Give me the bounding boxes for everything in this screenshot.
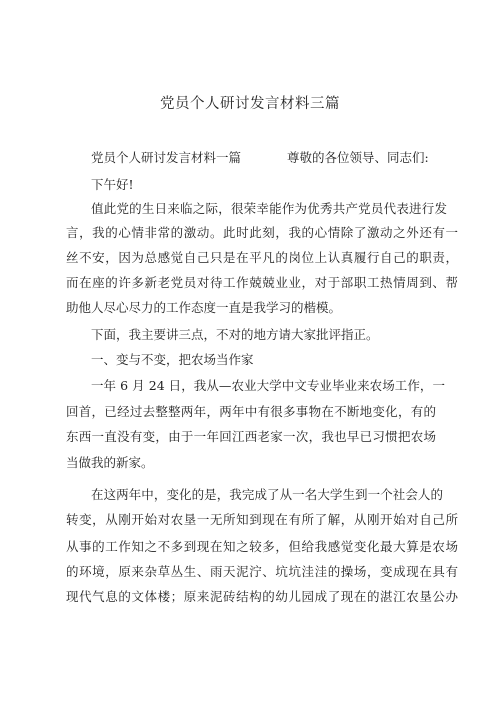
paragraph-line: 回首，已经过去整整两年，两年中有很多事物在不断地变化，有的 xyxy=(66,404,436,419)
salutation: 尊敬的各位领导、同志们: xyxy=(287,150,429,165)
heading-line xyxy=(91,150,429,166)
paragraph-line: 现代气息的文体楼；原来泥砖结构的幼儿园成了现在的湛江农垦公办 xyxy=(66,589,458,604)
paragraph-line: 丝不安，因为总感觉自己只是在平凡的岗位上认真履行自己的职责， xyxy=(66,250,458,265)
section-heading: 一、变与不变，把农场当作家 xyxy=(91,352,254,367)
article-subtitle: 党员个人研讨发言材料一篇 xyxy=(91,150,242,165)
paragraph-line: 而在座的许多新老党员对待工作兢兢业业，对于部职工热情周到、帮 xyxy=(66,275,458,290)
paragraph-line: 当做我的新家。 xyxy=(66,455,154,470)
paragraph-line: 言，我的心情非常的激动。此时此刻，我的心情除了激动之外还有一 xyxy=(66,225,458,240)
paragraph-line: 的环境，原来杂草丛生、雨天泥泞、坑坑洼洼的操场，变成现在具有 xyxy=(66,564,458,579)
paragraph-line: 下面，我主要讲三点，不对的地方请大家批评指正。 xyxy=(91,327,379,342)
paragraph-line: 转变，从刚开始对农垦一无所知到现在有所了解，从刚开始对自己所 xyxy=(66,512,458,527)
paragraph-line: 一年 6 月 24 日，我从—农业大学中文专业毕业来农场工作，一 xyxy=(91,378,445,393)
paragraph-line: 值此党的生日来临之际，很荣幸能作为优秀共产党员代表进行发 xyxy=(91,201,447,216)
paragraph-line: 从事的工作知之不多到现在知之较多，但给我感觉变化最大算是农场 xyxy=(66,539,458,554)
paragraph-line: 东西一直没有变，由于一年回江西老家一次，我也早已习惯把农场 xyxy=(66,429,436,444)
paragraph-line: 助他人尽心尽力的工作态度一直是我学习的楷模。 xyxy=(66,300,342,315)
paragraph-line: 在这两年中，变化的是，我完成了从一名大学生到一个社会人的 xyxy=(91,487,443,502)
greeting: 下午好! xyxy=(91,177,134,192)
document-title: 党员个人研讨发言材料三篇 xyxy=(160,96,340,112)
